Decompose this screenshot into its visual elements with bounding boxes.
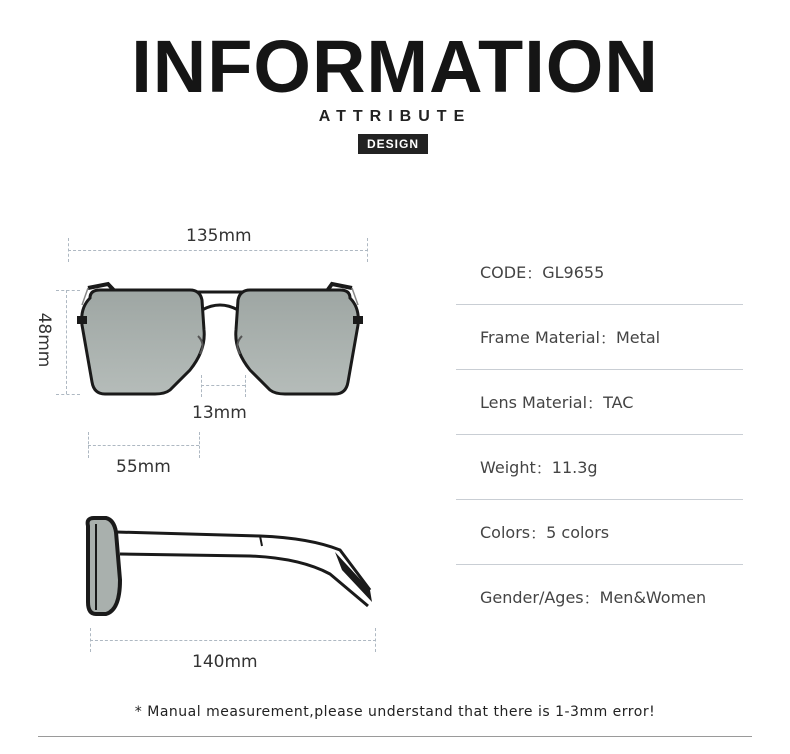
- spec-value: 11.3g: [551, 457, 598, 477]
- footer-divider: [38, 736, 752, 737]
- spec-list: [456, 240, 743, 630]
- temple-dimension-line: [90, 640, 376, 641]
- nose-bridge: [202, 305, 238, 310]
- spec-label: Lens Material: [480, 392, 588, 412]
- width-dim-tick-left: [68, 238, 69, 262]
- lens-width-dimension-line: [88, 445, 199, 446]
- left-lens: [82, 290, 205, 394]
- spec-separator: ：: [599, 328, 616, 348]
- spec-value: TAC: [603, 392, 634, 412]
- spec-row-lens-material: [456, 370, 743, 435]
- page-subtitle: ATTRIBUTE: [318, 108, 472, 125]
- spec-row-frame-material: [456, 305, 743, 370]
- spec-value: Metal: [615, 327, 661, 347]
- spec-label: Gender/Ages: [480, 588, 584, 607]
- spec-value: Men&Women: [599, 588, 707, 607]
- spec-label: Frame Material: [480, 327, 600, 347]
- temple-dim-tick-left: [90, 628, 91, 652]
- measurement-footnote: * Manual measurement,please understand that there is 1-3mm error!: [134, 704, 656, 720]
- bridge-dimension-line: [201, 385, 245, 386]
- lens-width-dimension-label: 55mm: [116, 457, 171, 477]
- height-dim-tick-top: [56, 290, 80, 291]
- bridge-dimension-label: 13mm: [192, 403, 247, 423]
- width-dimension-label: 135mm: [186, 226, 252, 246]
- spec-label: Colors: [480, 522, 531, 542]
- spec-row-code: [456, 240, 743, 305]
- temple-dim-tick-right: [375, 628, 376, 652]
- height-dim-tick-bottom: [56, 394, 80, 395]
- spec-label: Weight: [480, 457, 536, 477]
- bridge-dim-tick-left: [201, 375, 202, 397]
- width-dimension-line: [68, 250, 368, 251]
- spec-row-gender-ages: [456, 565, 743, 630]
- side-lens: [88, 518, 120, 614]
- spec-separator: ：: [583, 589, 600, 608]
- spec-row-weight: [456, 435, 743, 500]
- right-lens: [236, 290, 359, 394]
- width-dim-tick-right: [367, 238, 368, 262]
- spec-separator: ：: [535, 458, 552, 478]
- lens-dim-tick-right: [199, 432, 200, 458]
- spec-separator: ：: [587, 393, 604, 413]
- spec-separator: ：: [526, 263, 543, 283]
- spec-separator: ：: [530, 523, 547, 543]
- spec-row-colors: [456, 500, 743, 565]
- temple-length-dimension-label: 140mm: [192, 652, 258, 672]
- glasses-side-view: [80, 510, 380, 620]
- height-dimension-label: 48mm: [34, 312, 54, 368]
- spec-value: 5 colors: [546, 522, 610, 542]
- design-badge: DESIGN: [358, 134, 428, 154]
- side-temple-bottom: [120, 554, 368, 606]
- lens-dim-tick-left: [88, 432, 89, 458]
- height-dimension-line: [66, 290, 67, 394]
- spec-label: CODE: [480, 262, 527, 282]
- bridge-dim-tick-right: [245, 375, 246, 397]
- glasses-front-view: [60, 270, 380, 410]
- spec-value: GL9655: [542, 262, 605, 282]
- side-temple-top: [116, 532, 370, 590]
- page-title: INFORMATION: [131, 25, 659, 108]
